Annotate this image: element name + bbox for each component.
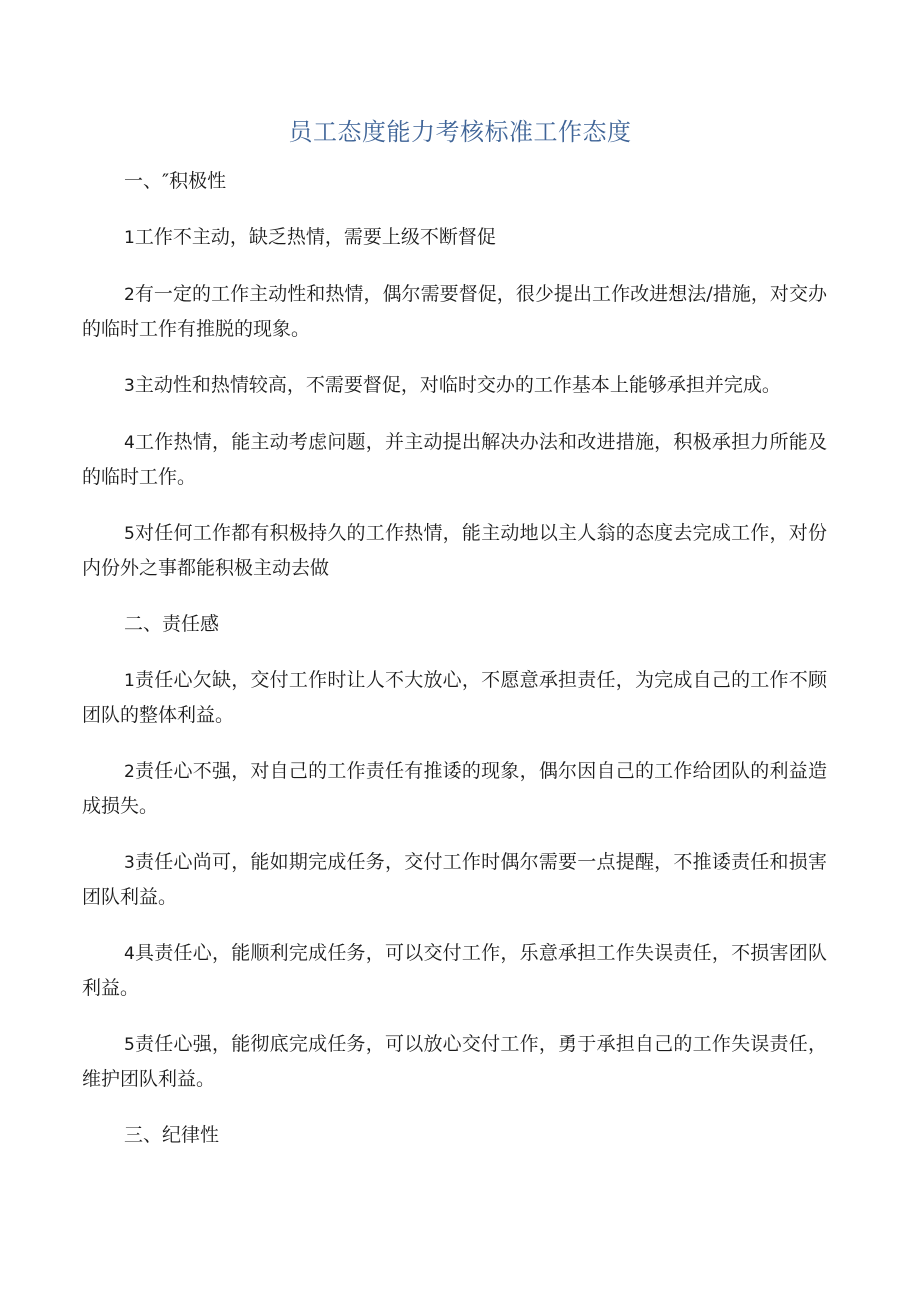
criterion-paragraph	[82, 277, 827, 346]
criterion-number: 5	[124, 524, 135, 544]
criterion-text: 工作不主动，缺乏热情，需要上级不断督促	[134, 226, 496, 248]
criterion-number: 5	[124, 1035, 135, 1055]
criterion-number: 1	[124, 228, 135, 248]
criterion-paragraph	[82, 220, 827, 255]
criterion-number: 3	[124, 376, 135, 396]
criterion-number: 4	[124, 944, 135, 964]
criterion-text: 具责任心，能顺利完成任务，可以交付工作，乐意承担工作失误责任，不损害团队利益。	[82, 942, 827, 999]
criterion-text: 责任心不强，对自己的工作责任有推诿的现象，偶尔因自己的工作给团队的利益造成损失。	[82, 760, 827, 817]
section-heading: 一、″积极性	[124, 170, 227, 192]
document-body	[82, 164, 827, 1174]
criterion-paragraph	[82, 845, 827, 914]
document-title: 员工态度能力考核标准工作态度	[288, 118, 632, 146]
criterion-number: 2	[124, 762, 135, 782]
criterion-number: 4	[124, 433, 135, 453]
criterion-paragraph	[82, 663, 827, 732]
criterion-text: 有一定的工作主动性和热情，偶尔需要督促，很少提出工作改进想法/措施，对交办的临时工作有推脱的现象。	[82, 283, 827, 340]
criterion-number: 2	[124, 285, 135, 305]
criterion-paragraph	[82, 1027, 827, 1096]
criterion-number: 1	[124, 671, 135, 691]
criterion-text: 责任心强，能彻底完成任务，可以放心交付工作，勇于承担自己的工作失误责任，维护团队利益。	[82, 1033, 827, 1090]
criterion-text: 主动性和热情较高，不需要督促，对临时交办的工作基本上能够承担并完成。	[134, 374, 781, 396]
criterion-text: 责任心欠缺，交付工作时让人不大放心，不愿意承担责任，为完成自己的工作不顾团队的整体利益。	[82, 669, 827, 726]
criterion-paragraph	[82, 754, 827, 823]
section-heading: 三、纪律性	[124, 1124, 220, 1146]
section-heading: 二、责任感	[124, 613, 220, 635]
criterion-text: 对任何工作都有积极持久的工作热情，能主动地以主人翁的态度去完成工作，对份内份外之事都能积极主动去做	[82, 522, 827, 579]
criterion-text: 责任心尚可，能如期完成任务，交付工作时偶尔需要一点提醒，不推诿责任和损害团队利益。	[82, 851, 827, 908]
criterion-paragraph	[82, 936, 827, 1005]
criterion-text: 工作热情，能主动考虑问题，并主动提出解决办法和改进措施，积极承担力所能及的临时工作。	[82, 431, 827, 488]
criterion-paragraph	[82, 368, 827, 403]
criterion-paragraph	[82, 425, 827, 494]
criterion-paragraph	[82, 516, 827, 585]
criterion-number: 3	[124, 853, 135, 873]
